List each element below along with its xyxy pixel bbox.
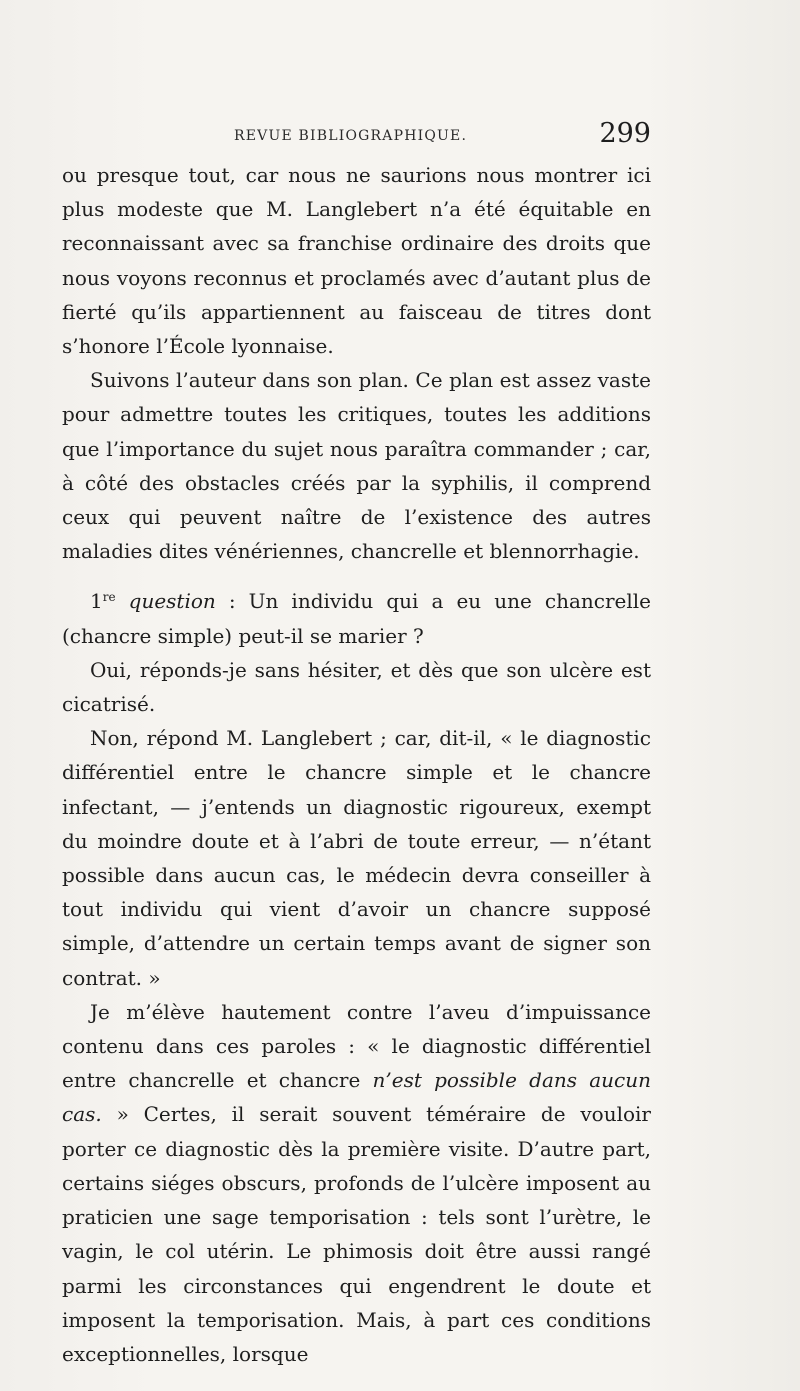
running-title: REVUE BIBLIOGRAPHIQUE. [234, 128, 468, 144]
paragraph-1: ou presque tout, car nous ne saurions nous montrer ici plus modeste que M. Langlebert n’a été équitable en reconnaissant avec sa franchise ordinaire des droits que nous voyons reconnus et proclamés avec d’autant plus de fierté qu’ils appartiennent au faisceau de titres dont s’honore l’École lyonnaise. [62, 163, 651, 359]
paragraph-6-end: » Certes, il serait souvent téméraire de vouloir porter ce diagnostic dès la première visite. D’autre part, certains siéges obscurs, profonds de l’ulcère imposent au praticien une sage temporisation : tels sont l’urètre, le vagin, le col utérin. Le phimosis doit être aussi rangé parmi les circonstances qui engendrent le doute et imposent la temporisation. Mais, à part ces conditions exceptionnelles, lorsque [62, 1102, 651, 1366]
paragraph-6-emphasis: n’est possible dans aucun cas. [62, 1068, 651, 1127]
paragraph-5: Non, répond M. Langlebert ; car, dit-il, « le diagnostic différentiel entre le chancre simple et le chancre infectant, — j’entends un diagnostic rigoureux, exempt du moindre doute et à l’abri de toute erreur, — n’étant possible dans aucun cas, le médecin devra conseiller à tout individu qui vient d’avoir un chancre supposé simple, d’attendre un certain temps avant de signer son contrat. » [62, 726, 651, 990]
paragraph-4: Oui, réponds-je sans hésiter, et dès que son ulcère est cicatrisé. [62, 657, 651, 717]
page-number: 299 [599, 118, 651, 149]
page-header [62, 118, 651, 154]
paragraph-2: Suivons l’auteur dans son plan. Ce plan est assez vaste pour admettre toutes les critiques, toutes les additions que l’importance du sujet nous paraîtra commander ; car, à côté des obstacles créés par la syphilis, il comprend ceux qui peuvent naître de l’existence des autres maladies dites vénériennes, chancrelle et blennorrhagie. [62, 368, 651, 564]
question-label: question [128, 589, 216, 614]
paragraph-6-start: Je m’élève hautement contre l’aveu d’impuissance contenu dans ces paroles : « le diagnostic différentiel entre chancrelle et chancre [62, 999, 651, 1093]
paragraph-6 [62, 995, 651, 1371]
question-number: 1 [90, 589, 103, 614]
paragraph-question [62, 584, 651, 652]
question-ordinal-suffix: re [102, 590, 116, 605]
question-text: : Un individu qui a eu une chancrelle (chancre simple) peut-il se marier ? [62, 589, 651, 648]
body-text [62, 158, 651, 1371]
